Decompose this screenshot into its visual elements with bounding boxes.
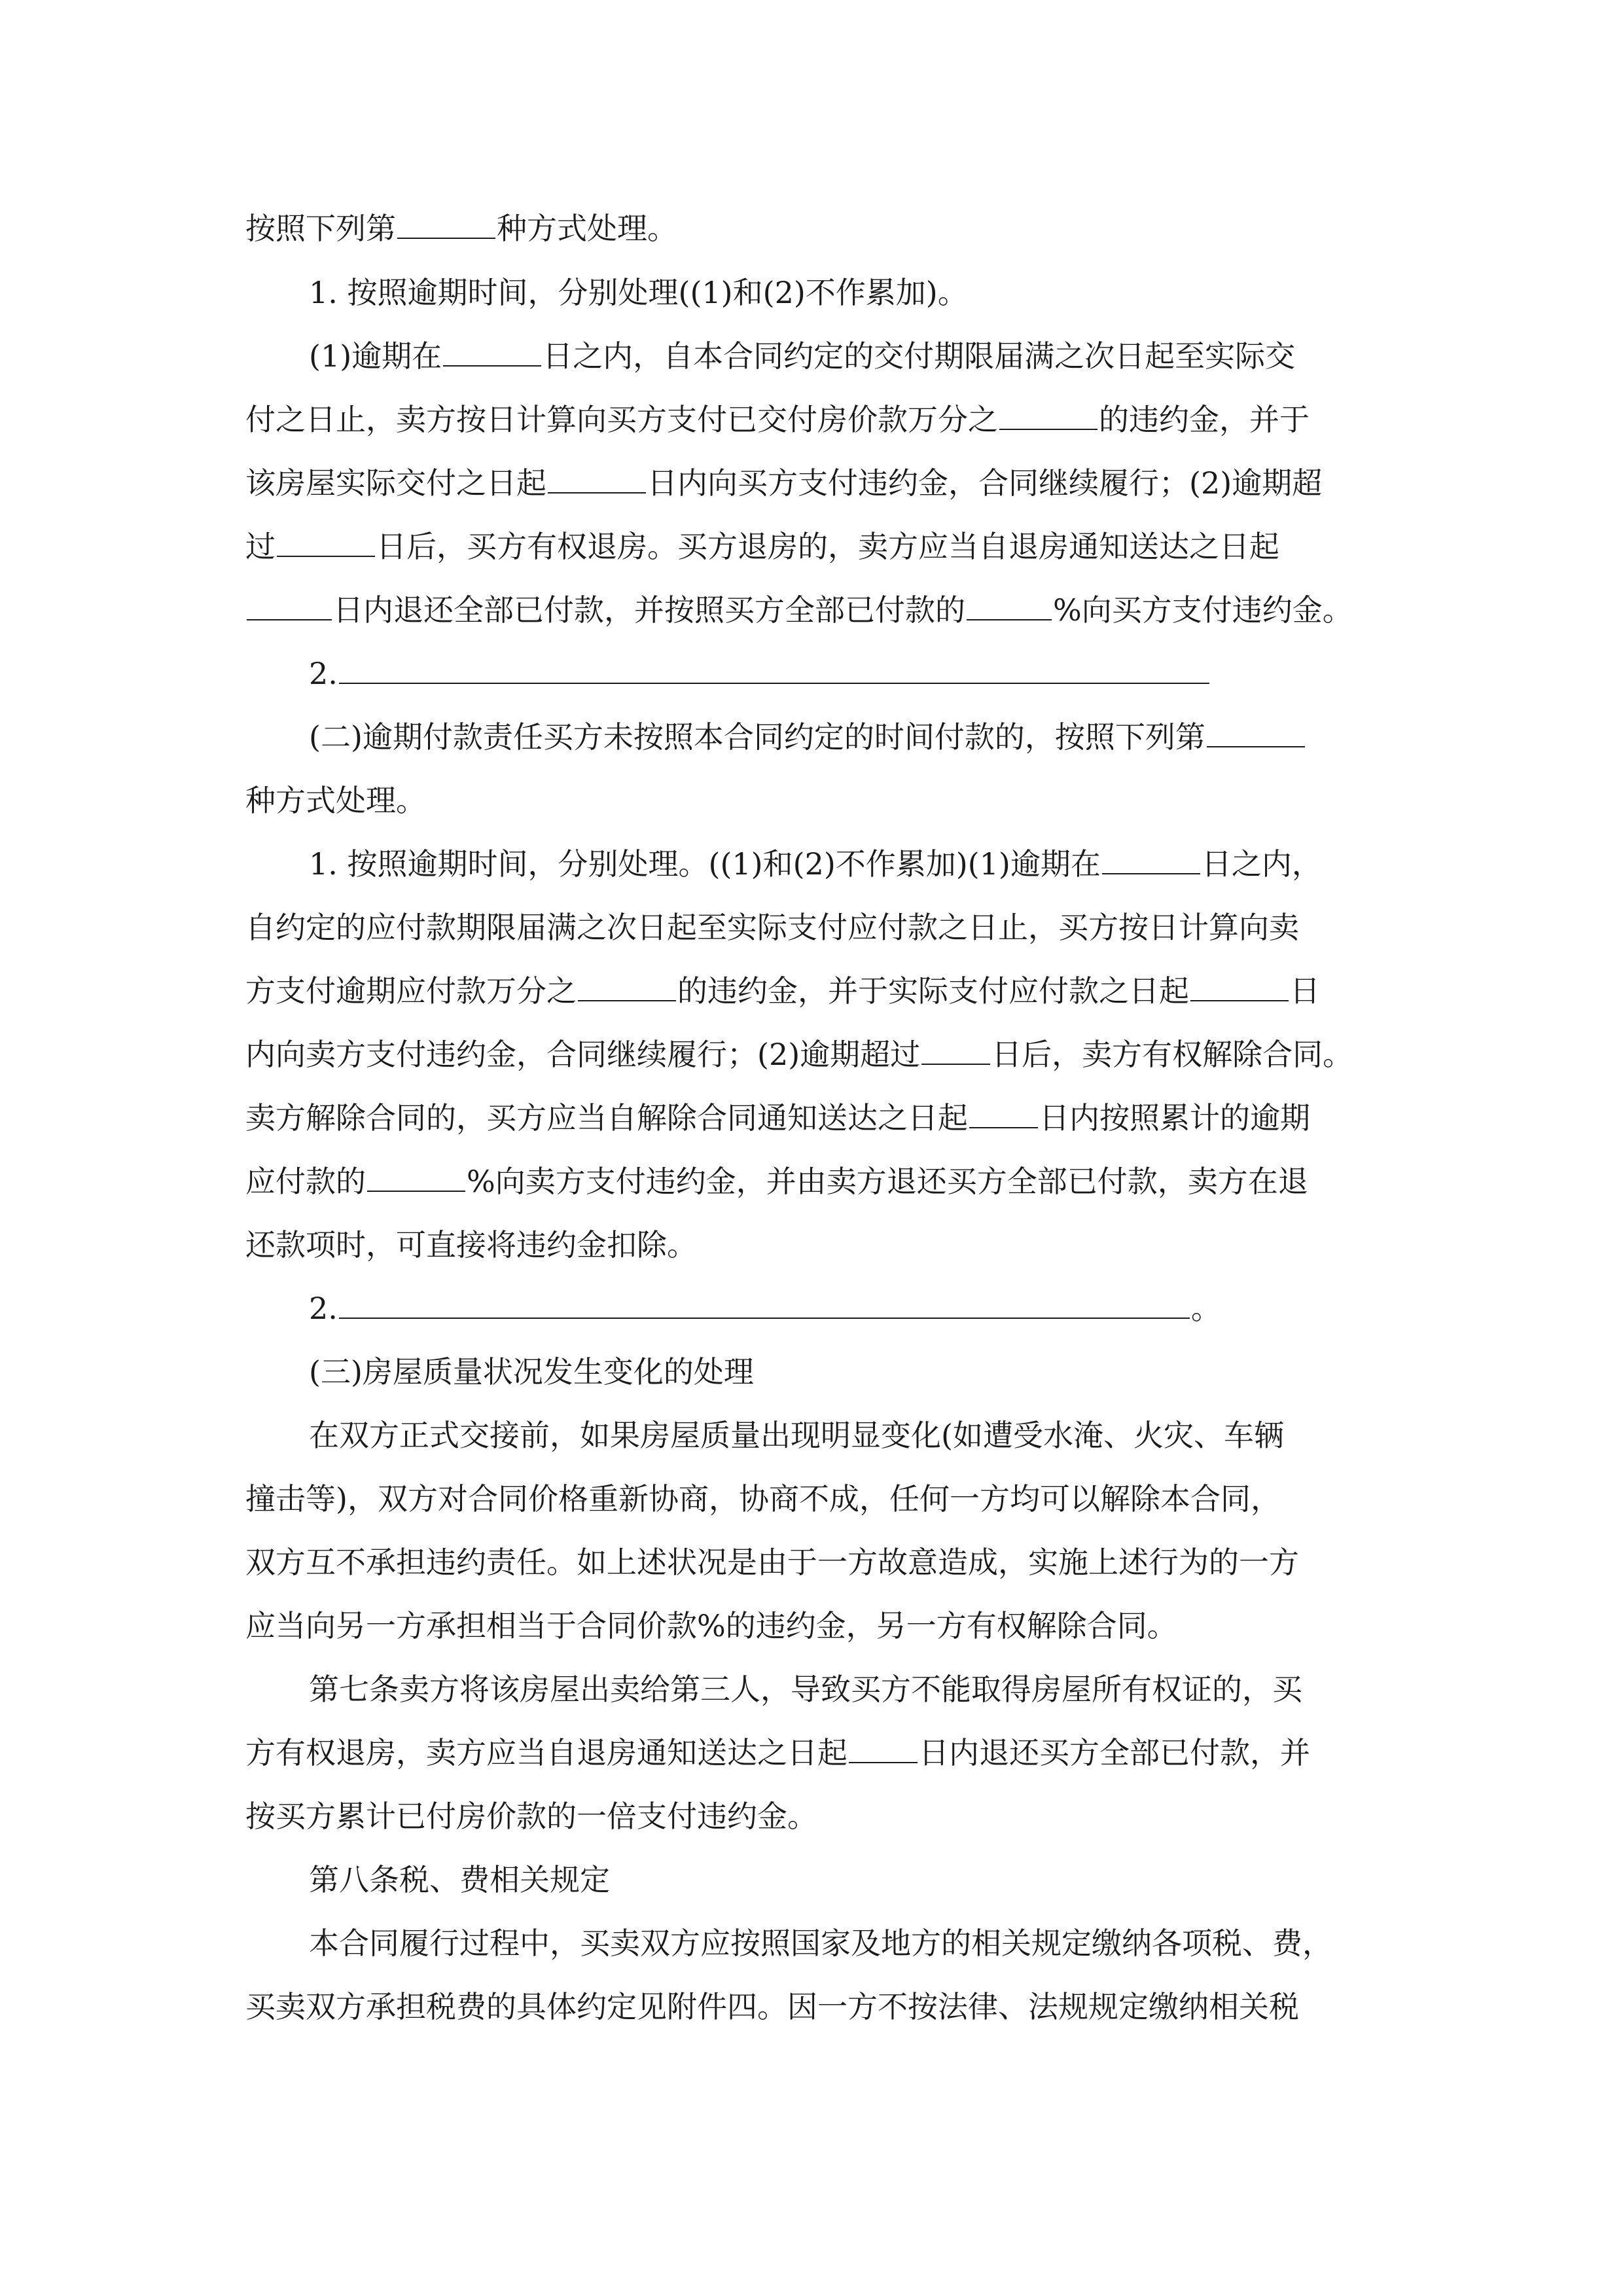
text: 日后，卖方有权解除合同。 [991,1037,1353,1072]
text: 该房屋实际交付之日起 [245,465,546,501]
text: 1. 按照逾期时间，分别处理((1)和(2)不作累加)。 [309,275,968,310]
text-line [245,451,1384,515]
text-line [245,387,1384,452]
text: 日内向买方支付违约金，合同继续履行；(2)逾期超 [647,465,1323,501]
fill-blank[interactable] [277,529,375,557]
text: 的违约金，并于 [1099,402,1310,437]
text: 买卖双方承担税费的具体约定见附件四。因一方不按法律、法规规定缴纳相关税 [245,1989,1299,2024]
text: 双方互不承担违约责任。如上述状况是由于一方故意造成，实施上述行为的一方 [245,1545,1299,1580]
text: (1)逾期在 [309,338,442,374]
text-line [245,1213,1384,1277]
text: 按照下列第 [245,211,396,246]
fill-blank[interactable] [578,974,676,1001]
text-line [309,1911,1448,1975]
text: 日之内，自本合同约定的交付期限届满之次日起至实际交 [543,338,1296,374]
text: 自约定的应付款期限届满之次日起至实际支付应付款之日止，买方按日计算向卖 [245,910,1299,945]
text: %向卖方支付违约金，并由卖方退还买方全部已付款，卖方在退 [467,1164,1308,1199]
text: 过 [245,529,276,564]
fill-blank[interactable] [367,1164,465,1192]
fill-blank[interactable] [969,1101,1038,1128]
fill-blank[interactable] [247,593,332,620]
fill-blank[interactable] [443,339,541,367]
text: 日 [1290,973,1320,1009]
text-line [245,895,1384,960]
text-line [245,1594,1384,1658]
text: (三)房屋质量状况发生变化的处理 [309,1354,754,1390]
text: 日之内， [1201,846,1322,882]
text-line [309,705,1448,769]
section-heading [309,1340,1448,1404]
text-line [245,959,1384,1023]
text-line [309,1403,1448,1467]
text-line [309,641,1448,706]
fill-blank[interactable] [849,1736,918,1763]
text: 2. [309,1291,338,1326]
text-line [309,1276,1448,1340]
text: 种方式处理。 [245,783,426,818]
text-line [245,196,1384,260]
text: 日内按照累计的逾期 [1039,1100,1310,1136]
fill-blank[interactable] [339,656,1209,684]
text-line [245,578,1384,642]
text-line [309,324,1448,388]
text: 1. 按照逾期时间，分别处理。((1)和(2)不作累加)(1)逾期在 [309,846,1101,882]
fill-blank[interactable] [1207,720,1305,747]
fill-blank[interactable] [1102,847,1200,874]
fill-blank[interactable] [921,1037,990,1065]
text: 方有权退房，卖方应当自退房通知送达之日起 [245,1735,847,1770]
text-line [245,1086,1384,1150]
text: 撞击等)，双方对合同价格重新协商，协商不成，任何一方均可以解除本合同， [245,1481,1281,1516]
fill-blank[interactable] [548,466,646,493]
article-heading [309,1848,1448,1912]
fill-blank[interactable] [397,211,495,239]
text: 种方式处理。 [497,211,677,246]
fill-blank[interactable] [967,593,1052,620]
fill-blank[interactable] [1190,974,1289,1001]
text-line [245,1022,1384,1086]
text-line [245,768,1384,833]
text: 在双方正式交接前，如果房屋质量出现明显变化(如遭受水淹、火灾、车辆 [309,1418,1284,1453]
text: 第七条卖方将该房屋出卖给第三人，导致买方不能取得房屋所有权证的，买 [309,1672,1302,1707]
text: 日后，买方有权退房。买方退房的，卖方应当自退房通知送达之日起 [376,529,1279,564]
text: 2. [309,656,338,691]
text: 应付款的 [245,1164,366,1199]
text: 日内退还买方全部已付款，并 [919,1735,1310,1770]
text: 应当向另一方承担相当于合同价款%的违约金，另一方有权解除合同。 [245,1608,1177,1643]
text-line [245,514,1384,579]
text-line [309,832,1448,896]
text-line [245,1530,1384,1594]
text: 付之日止，卖方按日计算向买方支付已交付房价款万分之 [245,402,998,437]
fill-blank[interactable] [339,1291,1190,1319]
text: 。 [1190,1291,1221,1326]
text: 内向卖方支付违约金，合同继续履行；(2)逾期超过 [245,1037,921,1072]
text: 日内退还全部已付款，并按照买方全部已付款的 [333,592,965,628]
text: 方支付逾期应付款万分之 [245,973,577,1009]
text-line [245,1149,1384,1213]
text-line [245,1467,1384,1531]
fill-blank[interactable] [999,403,1097,430]
text: 的违约金，并于实际支付应付款之日起 [677,973,1189,1009]
text: 本合同履行过程中，买卖双方应按照国家及地方的相关规定缴纳各项税、费， [309,1926,1332,1961]
text-line [309,260,1448,325]
text-line [245,1784,1384,1848]
text: 卖方解除合同的，买方应当自解除合同通知送达之日起 [245,1100,968,1136]
text: (二)逾期付款责任买方未按照本合同约定的时间付款的，按照下列第 [309,719,1205,755]
text-line [309,1657,1448,1721]
text: 第八条税、费相关规定 [309,1862,610,1897]
text-line [245,1975,1384,2039]
text-line [245,1721,1384,1785]
text: 还款项时，可直接将违约金扣除。 [245,1227,697,1263]
text: 按买方累计已付房价款的一倍支付违约金。 [245,1799,817,1834]
text: %向买方支付违约金。 [1053,592,1353,628]
